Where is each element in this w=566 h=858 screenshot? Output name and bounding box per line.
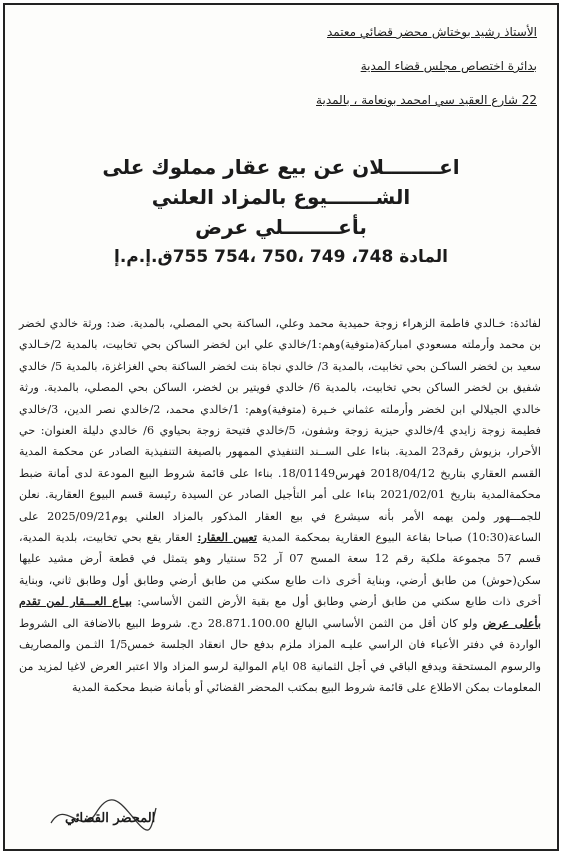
parties-and-proceedings: لفائدة: خـالدي فاطمة الزهراء زوجة حميدية محمد وعلي، الساكنة بحي المصلي، بالمدية. ضد: ورثة خالدي لخضر بن محمد وأرملته مسعودي امباركة(متوفية)وهم:1/خالدي علي ابن لخضر الساكن بحي تخابيت، بالمدية 2/خـالدي سعيد بن لخضر الساكـن بحي تخابيت، بالمدية 3/ خالدي نجاة بنت لخضر الساكنة بحي الغزاغزة، بالمدية 5/ خالدي شفيق بن لخضر الساكن بحي تخابيت، بالمدية 6/ خالدي فويتير بن لخضر، الساكن بحي المصلي، بالمدية. ورثة خالدي الجيلالي ابن لخضر وأرملته عثماني خـيرة (متوفية)وهم: 1/خالدي محمد، 2/خالدي نصر الدين، 3/خالدي فطيمة زوجة زايدي 4/خالدي حيزية زوجة وشفون، 5/خالدي فتيحة زوجة بحياوي 6/ خالدي دليلة العنوان: حي الأحرار، بزيوش رقم23 المدية. بناءا على الســند التنفيذي الممهور بالصيغة التنفيذية الصادر عن محكمة المدية القسم العقاري بتاريخ 2018/04/12 فهرس18/01149. بناءا على قائمة شروط البيع المودعة لدى أمانة ضبط محكمةالمدية بتاريخ 2021/02/01 بناءا على أمر التأجيل الصادر عن السيدة رئيسة قسم البيوع العقارية. نعلن للجمـــهور ولمن يهمه الأمر بأنه سيشرع في بيع العقار المذكور بالمزاد العلني يوم2025/09/21 على الساعة(10:30) صباحا بقاعة البيوع العقارية بمحكمة المدية (19, 317, 542, 545)
sale-condition-label: بيـاع العـــقار لمن تقدم بأعلى عرض (19, 594, 541, 630)
bailiff-name: الأستاذ رشيد بوختاش محضر قضائي معتمد (327, 25, 537, 39)
title-legal-articles: المادة 748، 749 ،750 ،754 755ق.إ.م.إ (114, 247, 448, 267)
property-designation-label: تعيين العقار: (197, 530, 257, 545)
signature-label: المحضر القضائي (65, 811, 156, 826)
property-description: العقار يقع بحي تخابيت، بلدية المدية، قسم 57 مجموعة ملكية رقم 12 سعة المسح 07 آر 52 سنتيار وهو يتمثل في قطعة أرض مشيد عليها سكن(حوش) من طابق أرضي، وبناية أخرى ذات طابع سكني من طابق أرضي وطابق أول وطابق ثاني، وبناية أخرى ذات طابع سكني من طابق أرضي وطابق أول مع بقية الأرض الثمن الأساسي: (19, 531, 541, 609)
title-line-2: الشـــــــيوع بالمزاد العلني (151, 185, 411, 209)
notice-body (19, 313, 541, 765)
bailiff-jurisdiction: بدائرة اختصاص مجلس قضاء المدية (360, 59, 537, 73)
bailiff-address: 22 شارع العقيد سي امحمد بونعامة ، بالمدية (316, 93, 537, 107)
title-line-1: اعــــــــلان عن بيع عقار مملوك على (102, 155, 460, 179)
sale-terms: ولو كان أقل من الثمن الأساسي البالغ 28.871.100.00 دج. شروط البيع بالاضافة الى الشروط الواردة في دفتر الأعباء فان الراسي عليـه المزاد ملزم بدفع حال انعقاد الجلسة خمس1/5 الثـمن والمصاريف والرسوم المستحقة ويدفع الباقي في أجل الثمانية 08 ايام الموالية لرسو المزاد والا اعتبر العرض لاغيا لمزيد من المعلومات بمكن الاطلاع على قائمة شروط البيع بمكتب المحضر القضائي أو بأمانة ضبط محكمة المدية (19, 616, 541, 694)
title-line-3: بأعــــــــلي عرض (195, 215, 367, 239)
notice-frame (3, 3, 559, 851)
